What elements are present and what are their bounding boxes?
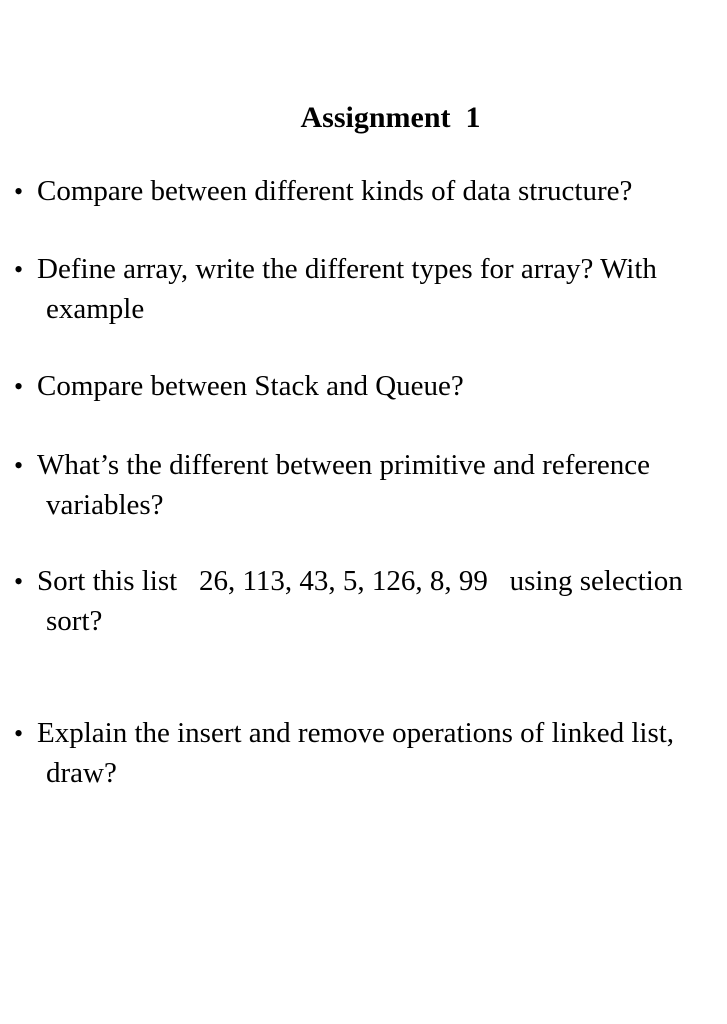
question-text: Compare between Stack and Queue? <box>37 370 464 402</box>
question-text: Sort this list 26, 113, 43, 5, 126, 8, 99 using selection <box>37 565 683 597</box>
assignment-title: Assignment 1 <box>300 101 481 134</box>
question-text: Compare between different kinds of data structure? <box>37 175 633 207</box>
question-text: Explain the insert and remove operations of linked list, <box>37 717 675 749</box>
bullet-icon: • <box>14 177 24 206</box>
question-text-continued: example <box>46 293 145 325</box>
question-text-continued: draw? <box>46 757 117 789</box>
bullet-icon: • <box>14 255 24 284</box>
bullet-icon: • <box>14 451 24 480</box>
question-text: Define array, write the different types for array? With <box>37 253 657 285</box>
bullet-icon: • <box>14 372 24 401</box>
question-text-continued: sort? <box>46 605 103 637</box>
bullet-icon: • <box>14 719 24 748</box>
question-text-continued: variables? <box>46 489 164 521</box>
question-text: What’s the different between primitive and reference <box>37 449 651 481</box>
bullet-icon: • <box>14 567 24 596</box>
